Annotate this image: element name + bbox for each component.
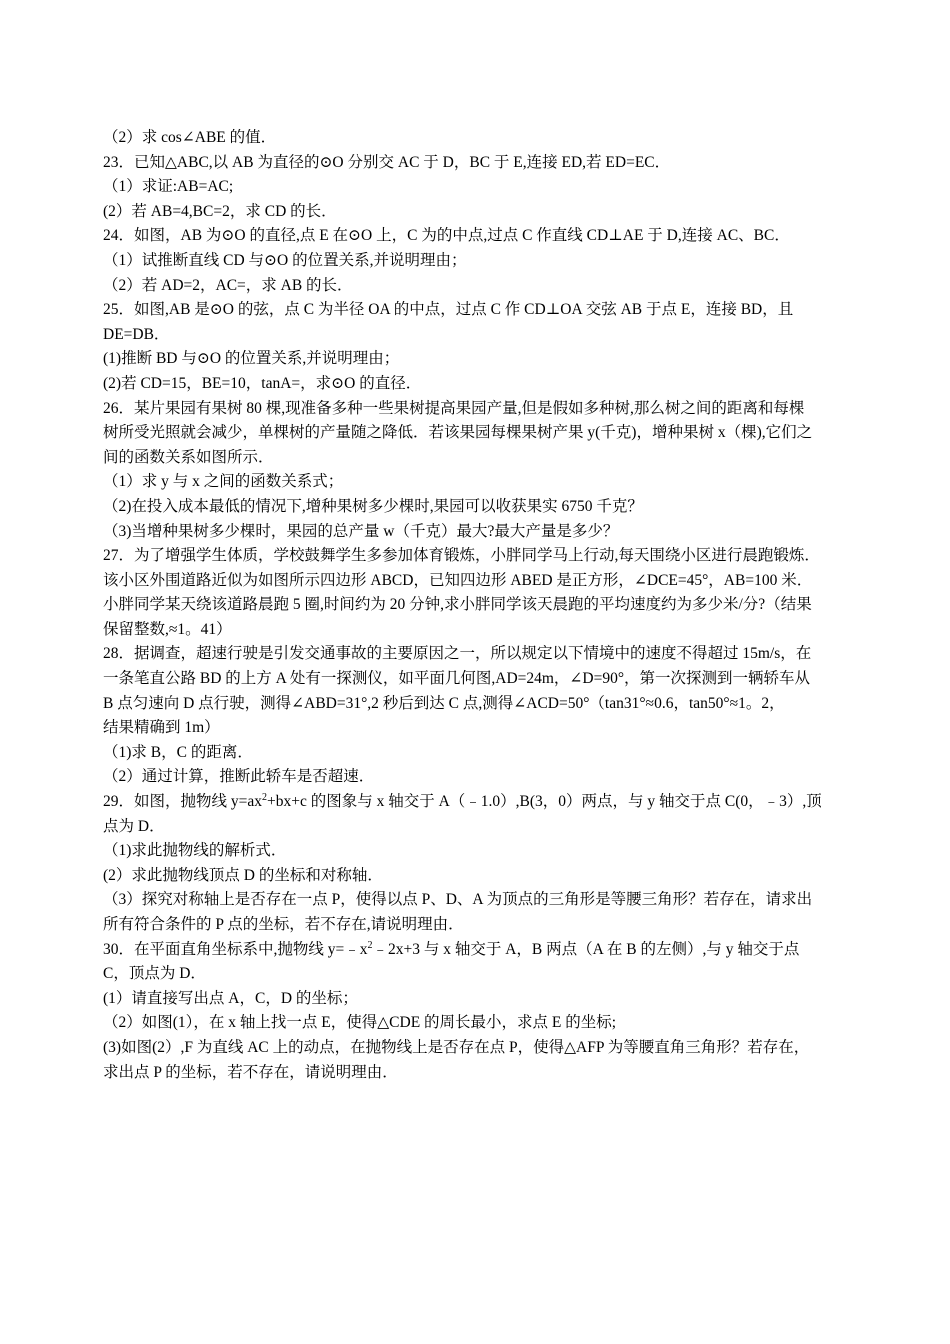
text-line: 23．已知△ABC,以 AB 为直径的⊙O 分别交 AC 于 D，BC 于 E,连接 ED,若 ED=EC． — [103, 153, 671, 171]
text-line: （2）通过计算，推断此轿车是否超速． — [103, 768, 375, 786]
text-line: 所有符合条件的 P 点的坐标，若不存在,请说明理由． — [103, 916, 464, 933]
text-line: 25．如图,AB 是⊙O 的弦，点 C 为半径 OA 的中点，过点 C 作 CD⊥OA 交弦 AB 于点 E，连接 BD，且 — [103, 301, 794, 319]
text-line: 求出点 P 的坐标，若不存在，请说明理由． — [103, 1063, 398, 1081]
q29-rest: +bx+c 的图象与 x 轴交于 A（﹣1.0）,B(3，0）两点，与 y 轴交于点 C(0，﹣3）,顶 — [267, 793, 822, 811]
text-line: 27．为了增强学生体质，学校鼓舞学生多参加体育锻炼，小胖同学马上行动,每天围绕小区进行晨跑锻炼． — [103, 547, 820, 565]
text-line: 结果精确到 1m） — [103, 719, 220, 737]
text-line: （3)当增种果树多少棵时，果园的总产量 w（千克）最大?最大产量是多少？ — [103, 522, 619, 540]
text-line: 小胖同学某天绕该道路晨跑 5 圈,时间约为 20 分钟,求小胖同学该天晨跑的平均速度约为多少米/分?（结果 — [103, 596, 812, 614]
q29-prefix: 29．如图，抛物线 y=ax — [103, 793, 262, 811]
text-line: (2）若 AB=4,BC=2，求 CD 的长． — [103, 202, 337, 220]
text-line: 28．据调查，超速行驶是引发交通事故的主要原因之一，所以规定以下情境中的速度不得超过 15m/s，在 — [103, 645, 812, 663]
text-line: 该小区外围道路近似为如图所示四边形 ABCD，已知四边形 ABED 是正方形，∠DCE=45°，AB=100 米． — [103, 571, 813, 589]
problem-list — [103, 126, 873, 1085]
text-line: （3）探究对称轴上是否存在一点 P，使得以点 P、D、A 为顶点的三角形是等腰三角形？若存在，请求出 — [103, 891, 813, 909]
question-29-line — [103, 790, 873, 815]
text-line: 间的函数关系如图所示． — [103, 448, 274, 466]
text-line: （2）若 AD=2，AC=，求 AB 的长． — [103, 276, 353, 294]
question-30-line — [103, 938, 873, 963]
text-line: （1)求此抛物线的解析式． — [103, 842, 287, 860]
q29-exponent: 2 — [262, 791, 267, 803]
q30-exponent: 2 — [367, 939, 373, 951]
q30-prefix: 30．在平面直角坐标系中,抛物线 y=﹣x — [103, 940, 368, 958]
text-line: (1)推断 BD 与⊙O 的位置关系,并说明理由； — [103, 350, 400, 368]
text-line: （2)在投入成本最低的情况下,增种果树多少棵时,果园可以收获果实 6750 千克？ — [103, 497, 643, 515]
text-line: (2）求此抛物线顶点 D 的坐标和对称轴． — [103, 866, 383, 884]
text-line: (1）请直接写出点 A，C，D 的坐标； — [103, 989, 358, 1007]
text-line: （2）如图(1），在 x 轴上找一点 E，使得△CDE 的周长最小，求点 E 的坐标; — [103, 1014, 617, 1032]
text-line: (2)若 CD=15，BE=10，tanA=，求⊙O 的直径． — [103, 374, 422, 392]
text-line: 树所受光照就会减少，单棵树的产量随之降低．若该果园每棵果树产果 y(千克)，增种果树 x（棵),它们之 — [103, 424, 813, 442]
text-line: 26．某片果园有果树 80 棵,现准备多种一些果树提高果园产量,但是假如多种树,那么树之间的距离和每棵 — [103, 399, 805, 417]
text-line: （2）求 cos∠ABE 的值． — [103, 129, 277, 146]
q30-rest: ﹣2x+3 与 x 轴交于 A，B 两点（A 在 B 的左侧）,与 y 轴交于点 — [372, 940, 800, 958]
text-line: （1）求证:AB=AC; — [103, 178, 234, 196]
text-line: B 点匀速向 D 点行驶，测得∠ABD=31°,2 秒后到达 C 点,测得∠ACD=50°（tan31°≈0.6，tan50°≈1。2， — [103, 694, 785, 712]
text-line: 一条笔直公路 BD 的上方 A 处有一探测仪，如平面几何图,AD=24m，∠D=90°，第一次探测到一辆轿车从 — [103, 670, 811, 688]
text-line: (3)如图(2）,F 为直线 AC 上的动点，在抛物线上是否存在点 P，使得△AFP 为等腰直角三角形？若存在， — [103, 1038, 810, 1056]
text-line: 24．如图，AB 为⊙O 的直径,点 E 在⊙O 上，C 为的中点,过点 C 作直线 CD⊥AE 于 D,连接 AC、BC． — [103, 227, 790, 245]
text-line: DE=DB． — [103, 325, 170, 343]
text-line: 点为 D． — [103, 817, 165, 835]
text-line: （1）试推断直线 CD 与⊙O 的位置关系,并说明理由； — [103, 251, 467, 269]
text-line: （1）求 y 与 x 之间的函数关系式； — [103, 473, 344, 491]
text-line: （1)求 B，C 的距离． — [103, 743, 253, 761]
text-line: 保留整数,≈1。41） — [103, 620, 232, 638]
text-line: C，顶点为 D． — [103, 965, 206, 983]
